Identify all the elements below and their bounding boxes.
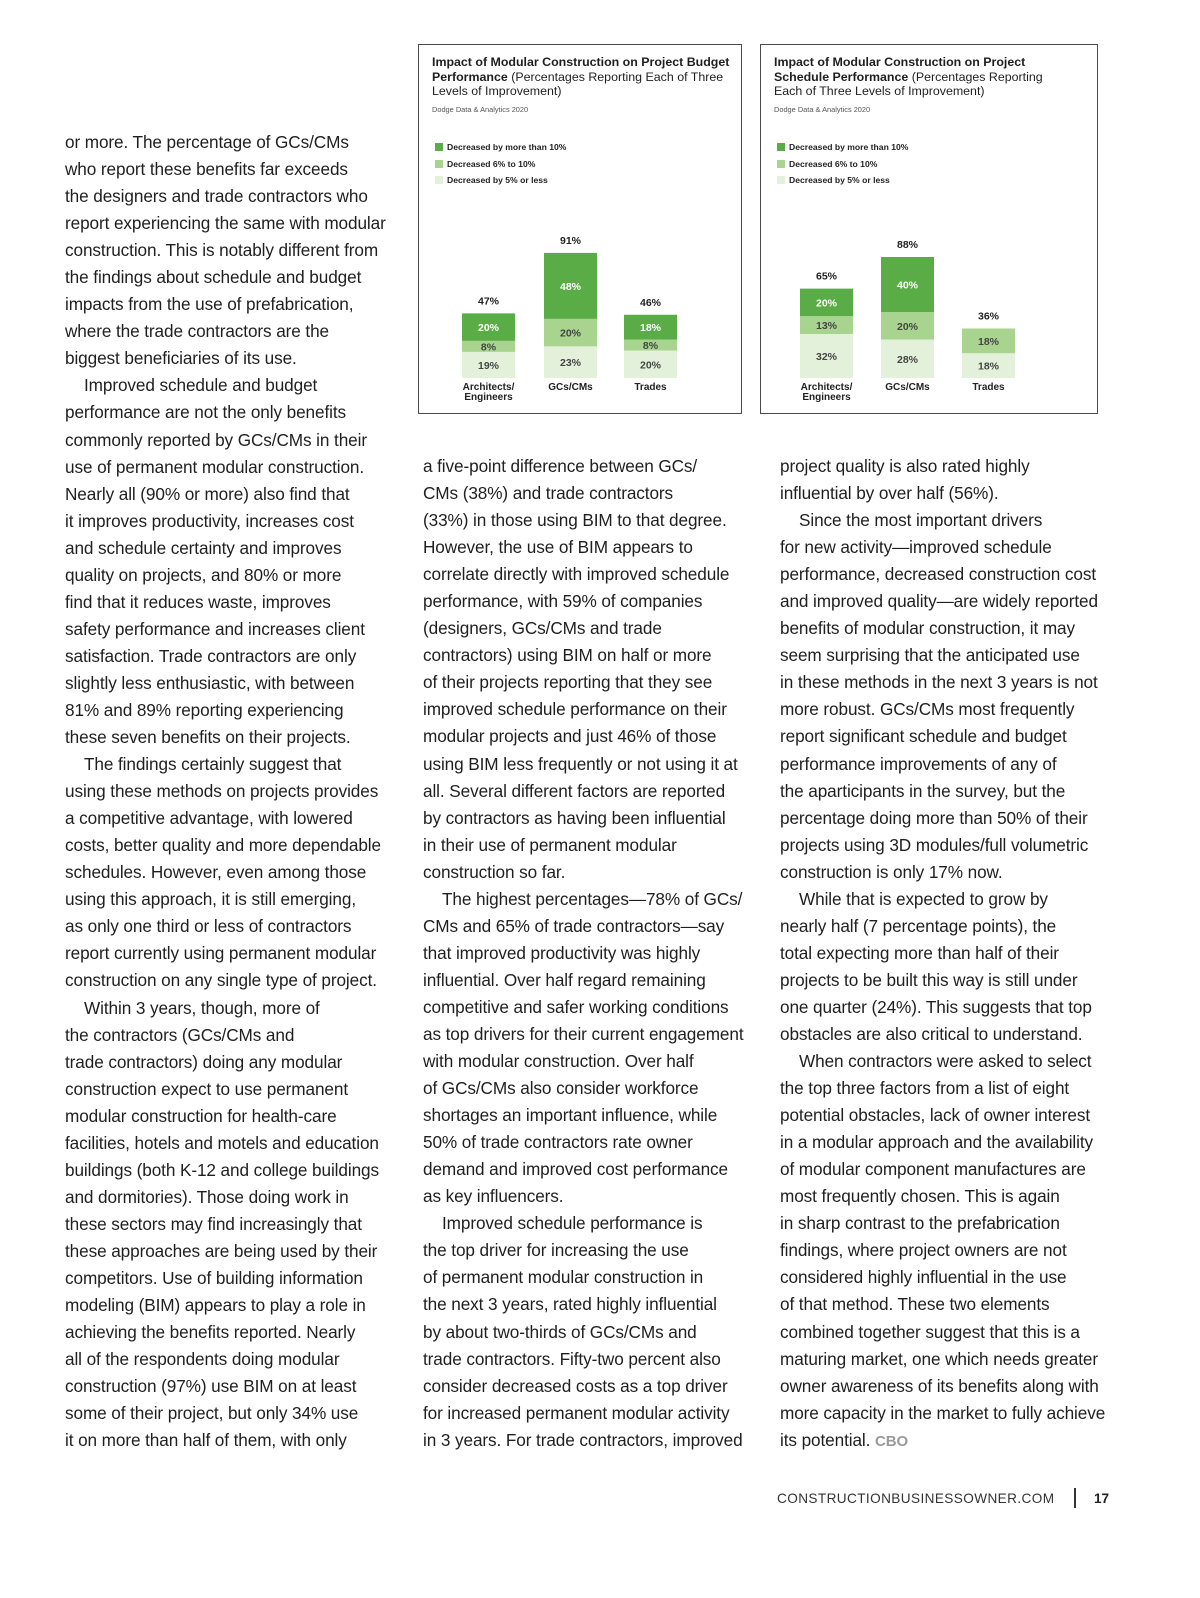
text-line: where the trade contractors are the bbox=[65, 321, 330, 342]
bar-label: 20% bbox=[896, 320, 919, 333]
text-line: or more. The percentage of GCs/CMs bbox=[65, 132, 349, 152]
text-line: Since the most important drivers bbox=[799, 510, 1043, 531]
bar-label: 28% bbox=[896, 353, 919, 366]
text-line: potential obstacles, lack of owner interest bbox=[780, 1105, 1091, 1126]
text-line: its potential. bbox=[780, 1429, 871, 1450]
bar-label: 8% bbox=[642, 340, 659, 352]
footer-divider bbox=[1074, 1488, 1076, 1508]
bar-label: 18% bbox=[977, 335, 1000, 348]
bar-label: 32% bbox=[815, 351, 838, 363]
page-number: 17 bbox=[1094, 1491, 1110, 1506]
text-line: construction. This is notably different from bbox=[65, 240, 379, 261]
bar-label: 48% bbox=[559, 280, 582, 293]
text-line: demand and improved cost performance bbox=[423, 1159, 728, 1180]
category-label: GCs/CMs bbox=[548, 382, 593, 393]
text-line: construction expect to use permanent bbox=[65, 1078, 349, 1099]
text-line: improved schedule performance on their bbox=[423, 699, 727, 720]
text-line: of modular component manufactures are bbox=[780, 1159, 1086, 1180]
text-line: report significant schedule and budget bbox=[780, 726, 1067, 747]
text-line: and schedule certainty and improves bbox=[65, 537, 342, 558]
paragraph bbox=[423, 886, 763, 1211]
text-line: maturing market, one which needs greater bbox=[780, 1348, 1098, 1369]
text-line: all of the respondents doing modular bbox=[65, 1349, 340, 1370]
text-line: influential. Over half regard remaining bbox=[423, 969, 706, 990]
text-line: performance improvements of any of bbox=[780, 753, 1057, 774]
text-line: Within 3 years, though, more of bbox=[84, 997, 320, 1018]
text-line: for new activity—improved schedule bbox=[780, 537, 1052, 558]
text-line: projects to be built this way is still under bbox=[780, 969, 1078, 990]
text-line: The highest percentages—78% of GCs/ bbox=[442, 888, 743, 909]
text-line: using this approach, it is still emerging, bbox=[65, 889, 356, 910]
text-line: in 3 years. For trade contractors, improved bbox=[423, 1429, 743, 1450]
text-line: schedules. However, even among those bbox=[65, 862, 367, 883]
text-line: trade contractors) doing any modular bbox=[65, 1051, 343, 1072]
text-line: for increased permanent modular activity bbox=[423, 1402, 730, 1423]
text-line: using these methods on projects provides bbox=[65, 781, 379, 802]
bar-label: 20% bbox=[559, 327, 582, 340]
text-line: satisfaction. Trade contractors are only bbox=[65, 645, 357, 666]
paragraph bbox=[423, 453, 763, 886]
category-label: Architects/ bbox=[800, 382, 853, 393]
bar-label: 20% bbox=[639, 359, 662, 372]
text-line: CMs and 65% of trade contractors—say bbox=[423, 915, 725, 936]
text-line: Improved schedule performance is bbox=[442, 1213, 703, 1234]
text-line: safety performance and increases client bbox=[65, 618, 365, 639]
text-line: commonly reported by GCs/CMs in their bbox=[65, 429, 367, 450]
text-line: obstacles are also critical to understand. bbox=[780, 1023, 1083, 1044]
paragraph bbox=[65, 751, 405, 994]
paragraph bbox=[423, 1210, 763, 1453]
text-line: modular projects and just 46% of those bbox=[423, 726, 717, 747]
bar-total: 65% bbox=[815, 270, 838, 283]
text-line: the aparticipants in the survey, but the bbox=[780, 780, 1066, 801]
text-line: that improved productivity was highly bbox=[423, 942, 701, 963]
text-line: as key influencers. bbox=[423, 1186, 564, 1207]
footer-site: CONSTRUCTIONBUSINESSOWNER.COM bbox=[777, 1491, 1055, 1506]
text-line: slightly less enthusiastic, with between bbox=[65, 672, 355, 693]
bar-total: 36% bbox=[977, 310, 1000, 323]
text-line: total expecting more than half of their bbox=[780, 942, 1059, 963]
text-line: buildings (both K-12 and college buildings bbox=[65, 1159, 379, 1180]
text-line: shortages an important influence, while bbox=[423, 1105, 718, 1126]
text-line: impacts from the use of prefabrication, bbox=[65, 294, 354, 315]
text-line: as top drivers for their current engagement bbox=[423, 1023, 744, 1044]
paragraph bbox=[780, 1048, 1120, 1455]
bar-total: 91% bbox=[559, 234, 582, 247]
text-line: findings, where project owners are not bbox=[780, 1240, 1067, 1261]
text-line: the designers and trade contractors who bbox=[65, 186, 368, 207]
chart-plot bbox=[761, 45, 1097, 413]
text-line: influential by over half (56%). bbox=[780, 483, 999, 504]
chart-source: Dodge Data & Analytics 2020 bbox=[774, 105, 871, 114]
text-line: and improved quality—are widely reported bbox=[780, 591, 1098, 612]
category-label: Trades bbox=[972, 382, 1005, 393]
text-line: performance, decreased construction cost bbox=[780, 564, 1097, 585]
text-line: performance, with 59% of companies bbox=[423, 591, 703, 612]
text-line: When contractors were asked to select bbox=[799, 1051, 1092, 1072]
text-line: these seven benefits on their projects. bbox=[65, 727, 351, 748]
bar-label: 18% bbox=[977, 360, 1000, 373]
text-line: Improved schedule and budget bbox=[84, 375, 318, 396]
text-line: report currently using permanent modular bbox=[65, 943, 377, 964]
text-line-with-end-mark bbox=[780, 1427, 1120, 1455]
text-line: (designers, GCs/CMs and trade bbox=[423, 618, 662, 639]
legend-item: Decreased by more than 10% bbox=[777, 139, 908, 156]
text-line: and dormitories). Those doing work in bbox=[65, 1186, 349, 1207]
text-line: more robust. GCs/CMs most frequently bbox=[780, 699, 1075, 720]
text-line: consider decreased costs as a top driver bbox=[423, 1375, 728, 1396]
text-line: projects using 3D modules/full volumetric bbox=[780, 834, 1089, 855]
text-line: using BIM less frequently or not using it at bbox=[423, 753, 738, 774]
category-label: Architects/ bbox=[462, 382, 515, 393]
text-line: costs, better quality and more dependable bbox=[65, 835, 381, 856]
text-line: most frequently chosen. This is again bbox=[780, 1186, 1060, 1207]
text-line: biggest beneficiaries of its use. bbox=[65, 348, 297, 369]
text-line: trade contractors. Fifty-two percent also bbox=[423, 1348, 721, 1369]
bar-total: 46% bbox=[639, 296, 662, 309]
text-line: construction (97%) use BIM on at least bbox=[65, 1376, 357, 1397]
text-line: by about two-thirds of GCs/CMs and bbox=[423, 1321, 697, 1342]
text-line: (33%) in those using BIM to that degree. bbox=[423, 510, 727, 531]
bar-total: 47% bbox=[477, 295, 500, 308]
text-line: CMs (38%) and trade contractors bbox=[423, 483, 674, 504]
text-line: benefits of modular construction, it may bbox=[780, 618, 1076, 639]
text-line: of their projects reporting that they see bbox=[423, 672, 713, 693]
text-line: of GCs/CMs also consider workforce bbox=[423, 1078, 699, 1099]
text-line: quality on projects, and 80% or more bbox=[65, 564, 342, 585]
text-line: However, the use of BIM appears to bbox=[423, 537, 693, 558]
text-line: more capacity in the market to fully achieve bbox=[780, 1402, 1106, 1423]
paragraph bbox=[65, 129, 405, 372]
text-line: facilities, hotels and motels and education bbox=[65, 1132, 379, 1153]
category-label: Engineers bbox=[802, 392, 851, 403]
text-line: use of permanent modular construction. bbox=[65, 456, 365, 477]
paragraph bbox=[780, 886, 1120, 1048]
text-line: seem surprising that the anticipated use bbox=[780, 645, 1080, 666]
category-label: Engineers bbox=[464, 392, 513, 403]
text-line: all. Several different factors are reported bbox=[423, 780, 726, 801]
text-line: report experiencing the same with modular bbox=[65, 213, 386, 234]
text-line: the top driver for increasing the use bbox=[423, 1240, 689, 1261]
article-column-3 bbox=[780, 453, 1120, 1455]
chart-title: Impact of Modular Construction on Project Budget Performance (Percentages Reporting Each of Three Levels of Improvement) bbox=[432, 55, 730, 99]
bar-total: 88% bbox=[896, 239, 919, 251]
text-line: the next 3 years, rated highly influential bbox=[423, 1294, 717, 1315]
text-line: these sectors may find increasingly that bbox=[65, 1213, 362, 1234]
paragraph bbox=[65, 995, 405, 1455]
text-line: it improves productivity, increases cost bbox=[65, 510, 354, 531]
text-line: a competitive advantage, with lowered bbox=[65, 808, 353, 829]
text-line: the top three factors from a list of eight bbox=[780, 1078, 1070, 1099]
text-line: in these methods in the next 3 years is not bbox=[780, 672, 1098, 693]
bar-label: 23% bbox=[559, 357, 582, 370]
text-line: While that is expected to grow by bbox=[799, 888, 1048, 909]
text-line: these approaches are being used by their bbox=[65, 1240, 378, 1261]
text-line: it on more than half of them, with only bbox=[65, 1430, 347, 1451]
bar-label: 19% bbox=[477, 359, 500, 372]
legend-item: Decreased by 5% or less bbox=[435, 172, 566, 189]
bar-label: 20% bbox=[815, 297, 838, 310]
text-line: the findings about schedule and budget bbox=[65, 267, 362, 288]
text-line: 50% of trade contractors rate owner bbox=[423, 1132, 693, 1153]
bar-label: 13% bbox=[815, 320, 838, 333]
text-line: in a modular approach and the availability bbox=[780, 1132, 1094, 1153]
text-line: contractors) using BIM on half or more bbox=[423, 645, 712, 666]
text-line: construction on any single type of project. bbox=[65, 970, 377, 991]
legend-item: Decreased 6% to 10% bbox=[777, 156, 908, 173]
paragraph bbox=[780, 507, 1120, 886]
category-label: Trades bbox=[634, 382, 667, 393]
text-line: percentage doing more than 50% of their bbox=[780, 807, 1088, 828]
text-line: 81% and 89% reporting experiencing bbox=[65, 699, 344, 720]
legend-item: Decreased by more than 10% bbox=[435, 139, 566, 156]
text-line: who report these benefits far exceeds bbox=[65, 159, 348, 180]
text-line: competitive and safer working conditions bbox=[423, 996, 729, 1017]
text-line: combined together suggest that this is a bbox=[780, 1321, 1080, 1342]
text-line: the contractors (GCs/CMs and bbox=[65, 1024, 295, 1045]
text-line: as only one third or less of contractors bbox=[65, 916, 352, 937]
end-mark: CBO bbox=[875, 1432, 909, 1450]
bar-label: 40% bbox=[896, 279, 919, 292]
paragraph bbox=[65, 372, 405, 751]
text-line: find that it reduces waste, improves bbox=[65, 591, 331, 612]
text-line: in their use of permanent modular bbox=[423, 834, 677, 855]
text-line: considered highly influential in the use bbox=[780, 1267, 1067, 1288]
chart-source: Dodge Data & Analytics 2020 bbox=[432, 105, 529, 114]
article-column-1 bbox=[65, 129, 405, 1454]
text-line: performance are not the only benefits bbox=[65, 402, 347, 423]
bar-label: 8% bbox=[480, 341, 497, 354]
text-line: project quality is also rated highly bbox=[780, 456, 1030, 476]
text-line: construction is only 17% now. bbox=[780, 861, 1003, 882]
text-line: competitors. Use of building information bbox=[65, 1267, 363, 1288]
legend-item: Decreased 6% to 10% bbox=[435, 156, 566, 173]
text-line: owner awareness of its benefits along with bbox=[780, 1375, 1099, 1396]
text-line: of permanent modular construction in bbox=[423, 1267, 704, 1288]
text-line: by contractors as having been influential bbox=[423, 807, 726, 828]
text-line: of that method. These two elements bbox=[780, 1294, 1050, 1315]
chart-schedule-performance bbox=[760, 44, 1098, 414]
bar-label: 20% bbox=[477, 322, 500, 335]
text-line: nearly half (7 percentage points), the bbox=[780, 915, 1057, 936]
text-line: with modular construction. Over half bbox=[423, 1051, 694, 1072]
article-column-2 bbox=[423, 453, 763, 1454]
text-line: a five-point difference between GCs/ bbox=[423, 456, 698, 476]
text-line: modeling (BIM) appears to play a role in bbox=[65, 1295, 366, 1316]
text-line: Nearly all (90% or more) also find that bbox=[65, 483, 350, 504]
legend-item: Decreased by 5% or less bbox=[777, 172, 908, 189]
text-line: some of their project, but only 34% use bbox=[65, 1403, 359, 1424]
text-line: in sharp contrast to the prefabrication bbox=[780, 1213, 1060, 1234]
chart-plot bbox=[419, 45, 741, 413]
text-line: The findings certainly suggest that bbox=[84, 754, 342, 775]
paragraph bbox=[780, 453, 1120, 507]
text-line: construction so far. bbox=[423, 861, 566, 882]
text-line: modular construction for health-care bbox=[65, 1105, 337, 1126]
text-line: one quarter (24%). This suggests that top bbox=[780, 996, 1092, 1017]
chart-title: Impact of Modular Construction on Project Schedule Performance (Percentages Reporting Each of Three Levels of Improvement) bbox=[774, 55, 1043, 99]
text-line: achieving the benefits reported. Nearly bbox=[65, 1322, 356, 1343]
category-label: GCs/CMs bbox=[885, 382, 930, 393]
text-line: correlate directly with improved schedule bbox=[423, 564, 730, 585]
chart-budget-performance bbox=[418, 44, 742, 414]
bar-label: 18% bbox=[639, 322, 662, 335]
